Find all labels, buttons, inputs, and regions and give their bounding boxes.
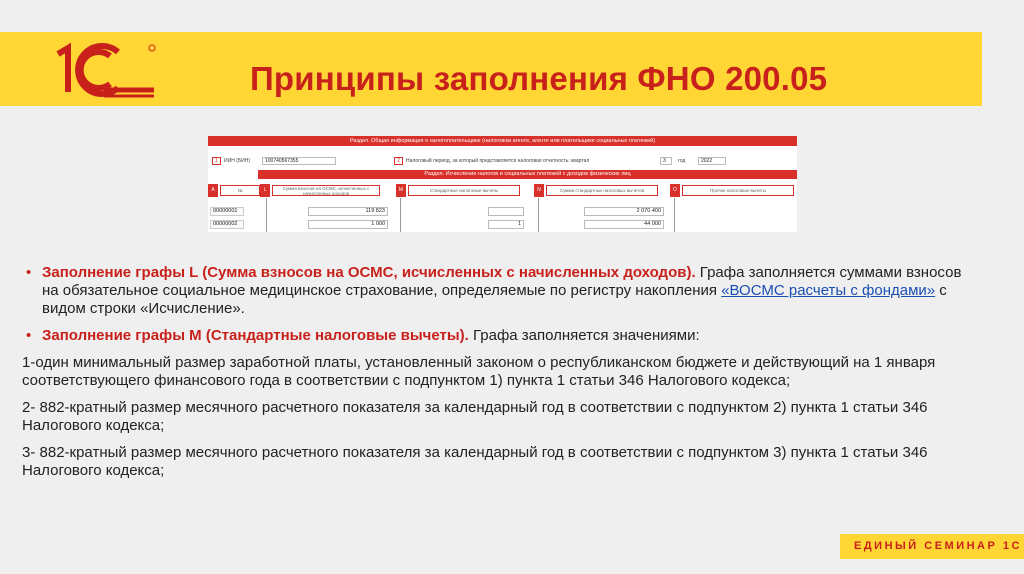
bullet-heading: Заполнение графы L (Сумма взносов на ОСМС, исчисленных с начисленных доходов).: [42, 264, 696, 281]
paragraph-3: 3- 882-кратный размер месячного расчетного показателя за календарный год в соответствии с подпунктом 3) пункта 1 статьи 346 Налогового кодекса;: [22, 444, 928, 479]
1c-logo: [44, 40, 160, 100]
register-link[interactable]: «ВОСМС расчеты с фондами»: [721, 282, 936, 299]
paragraph-2: 2- 882-кратный размер месячного расчетного показателя за календарный год в соответствии с подпунктом 2) пункта 1 статьи 346 Налогового кодекса;: [22, 399, 928, 434]
bullet-text: Графа заполняется суммами взносов на обязательное социальное медицинское страхование, определяемые по регистру накопления: [42, 264, 962, 299]
form-col-label: Сумма взносов на ОСМС, исчисленных с начисленных доходов: [272, 185, 380, 196]
form-col-label: Стандартные налоговые вычеты: [408, 185, 520, 196]
form-section-header: Раздел. Общая информация о налогоплательщике (налоговом агенте, агенте или плательщике социальных платежей): [208, 136, 797, 146]
form-col-letter: A: [208, 184, 218, 197]
form-cell-m: 1: [488, 220, 524, 229]
form-col-letter: L: [260, 184, 270, 197]
form-col-letter: O: [670, 184, 680, 197]
form-period-label: Налоговый период, за который представляется налоговая отчетность: квартал: [406, 158, 590, 164]
footer-seminar-label: ЕДИНЫЙ СЕМИНАР 1С: [840, 534, 1024, 559]
form-col-label: Прочие налоговые вычеты: [682, 185, 794, 196]
form-quarter-value: 3: [660, 157, 672, 165]
bullet-dot-icon: •: [26, 327, 32, 344]
page-title: Принципы заполнения ФНО 200.05: [250, 60, 828, 97]
content-body: [22, 264, 982, 480]
form-col-letter: M: [396, 184, 406, 197]
form-section2-header: Раздел. Исчисление налогов и социальных платежей с доходов физических лиц: [258, 170, 797, 179]
form-iin-value: 100740567355: [262, 157, 336, 165]
form-year-label: год: [678, 158, 686, 164]
form-col-letter: N: [534, 184, 544, 197]
bullet-heading: Заполнение графы М (Стандартные налоговые вычеты).: [42, 327, 469, 344]
form-row-number: 00000001: [210, 207, 244, 216]
form-col-label: Сумма стандартных налоговых вычетов: [546, 185, 658, 196]
form-cell-n: 44 000: [584, 220, 664, 229]
paragraph-1: 1-один минимальный размер заработной платы, установленный законом о республиканском бюджете и действующий на 1 января соответствующего финансового года в соответствии с подпунктом 1) пункта 1 статьи 346 Налогового кодекса;: [22, 354, 936, 389]
tax-form-snippet: [208, 136, 797, 232]
form-cell-n: 2 070 400: [584, 207, 664, 216]
bullet-text: Графа заполняется значениями:: [468, 327, 700, 344]
form-cell-l: 1 000: [308, 220, 388, 229]
form-cell-l: 119 823: [308, 207, 388, 216]
form-field-number: 1: [212, 157, 221, 165]
bullet-text-tail: с видом строки «Исчисление».: [42, 282, 947, 317]
form-col-label: №: [220, 185, 260, 196]
bullet-dot-icon: •: [26, 264, 32, 281]
form-field-number: 2: [394, 157, 403, 165]
bullet-item-graph-m: [22, 327, 982, 345]
form-row-number: 00000002: [210, 220, 244, 229]
bullet-item-graph-l: [22, 264, 982, 318]
form-iin-label: ИИН (БИН): [224, 158, 251, 164]
form-year-value: 2022: [698, 157, 726, 165]
form-cell-m: [488, 207, 524, 216]
